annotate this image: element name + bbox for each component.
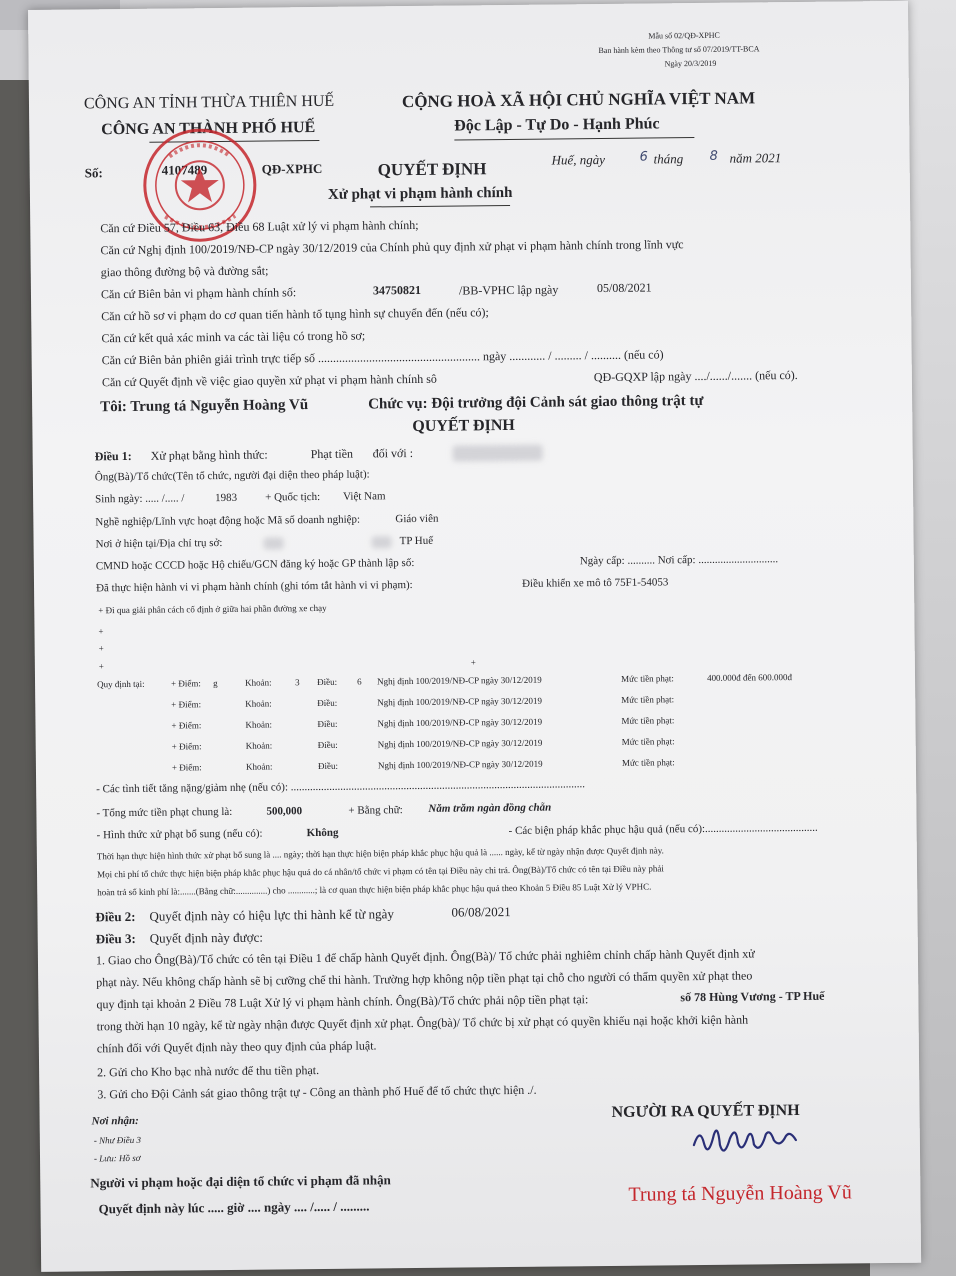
subtitle: Xử phạt vi phạm hành chính (327, 184, 513, 203)
reg-khoan-label: Khoản: (245, 677, 272, 688)
reg-dieu-label: Điều: (317, 760, 338, 772)
officer-name: Tôi: Trung tá Nguyễn Hoàng Vũ (100, 397, 309, 416)
article3-p1e: chính đối với Quyết định này theo quy định của pháp luật. (96, 1038, 377, 1056)
violation-1: + Đi qua giải phân cách cố định ở giữa hai phần đường xe chạy (98, 602, 327, 616)
basis-7-suffix: QĐ-GQXP lập ngày ..../....../....... (nếu có). (593, 367, 798, 385)
reg-khoan: 3 (295, 677, 300, 688)
decision-heading: QUYẾT ĐỊNH (412, 416, 515, 435)
reg-khoan-label: Khoản: (245, 740, 273, 751)
violation-2: + (98, 626, 104, 637)
redacted-address-1 (264, 537, 284, 549)
pay-place: số 78 Hùng Vương - TP Huế (680, 988, 825, 1005)
reg-khoan-label: Khoản: (245, 698, 272, 709)
address-label: Nơi ở hiện tại/Địa chỉ trụ sở: (95, 536, 223, 551)
so-suffix: QĐ-XPHC (261, 160, 323, 177)
violation-3: + (98, 643, 104, 654)
signer-title: NGƯỜI RA QUYẾT ĐỊNH (611, 1101, 800, 1121)
reg-nd: Nghị định 100/2019/NĐ-CP ngày 30/12/2019 (377, 758, 543, 771)
day: 6 (639, 149, 648, 165)
place-date-prefix: Huế, ngày (551, 151, 606, 168)
article3-p1a: 1. Giao cho Ông(Bà)/Tổ chức có tên tại Điều 1 để chấp hành Quyết định. Ông(Bà)/ Tổ chức phải nghiêm chỉnh chấp hành Quyết định xử (95, 946, 755, 968)
month: 8 (709, 148, 718, 164)
reg-diem-label: + Điểm: (171, 762, 202, 773)
id-label: CMND hoặc CCCD hoặc Hộ chiếu/GCN đăng ký hoặc GP thành lập số: (95, 556, 415, 573)
basis-2: Căn cứ Nghị định 100/2019/NĐ-CP ngày 30/12/2019 của Chính phủ quy định xử phạt vi phạm hành chính trong lĩnh vực (100, 237, 684, 258)
basis-6: Căn cứ Biên bản phiên giải trình trực tiếp số ...................................................... ngày ............ / ......... / .......... (nếu có) (101, 347, 664, 368)
form-date: Ngày 20/3/2019 (664, 58, 717, 69)
nationality: Việt Nam (343, 490, 386, 503)
form-number: Mẫu số 02/QĐ-XPHC (648, 30, 720, 41)
form-issued-with: Ban hành kèm theo Thông tư số 07/2019/TT-BCA (598, 44, 760, 56)
so-label: Số: (84, 165, 103, 181)
title: QUYẾT ĐỊNH (377, 159, 487, 180)
reg-dieu: 6 (356, 676, 362, 687)
recipient-1: - Như Điều 3 (93, 1134, 142, 1146)
words-label: + Bằng chữ: (348, 804, 403, 817)
basis-5: Căn cứ kết quả xác minh va các tài liệu có trong hồ sơ; (101, 328, 366, 346)
article3-text: Quyết định này được: (149, 929, 264, 946)
reg-diem-label: + Điểm: (171, 678, 201, 689)
reg-diem-label: + Điểm: (171, 720, 202, 731)
issue-label: Ngày cấp: .......... Nơi cấp: ............................. (579, 553, 779, 568)
reg-diem: g (213, 678, 218, 689)
violation-label: Đã thực hiện hành vi vi phạm hành chính (ghi tóm tắt hành vi vi phạm): (95, 579, 413, 595)
received-line: Quyết định này lúc ..... giờ .... ngày .... /..... / ......... (98, 1198, 370, 1217)
effective-date: 06/08/2021 (451, 903, 511, 920)
reg-muc: 400.000đ đến 600.000đ (706, 672, 793, 683)
year: năm 2021 (729, 150, 782, 166)
basis-1: Căn cứ Điều 57, Điều 63, Điều 68 Luật xử lý vi phạm hành chính; (100, 217, 419, 236)
reg-muc-label: Mức tiền phạt: (621, 715, 675, 726)
article1-text: Xử phạt bằng hình thức: (150, 447, 268, 463)
dob-year: 1983 (215, 491, 238, 505)
officer-position: Chức vụ: Đội trưởng đội Cảnh sát giao thông trật tự (368, 392, 704, 413)
address-city: TP Huế (399, 534, 434, 548)
dob-label: Sinh ngày: ..... /..... / (95, 492, 185, 506)
month-label: tháng (653, 151, 684, 167)
reg-khoan-label: Khoản: (245, 761, 273, 772)
article3-p1b: phạt này. Nếu không chấp hành sẽ bị cưỡng chế thi hành. Trường hợp không nộp tiền phạt tại chỗ cho người có thẩm quyền xử phạt theo (96, 968, 753, 990)
reg-nd: Nghị định 100/2019/NĐ-CP ngày 30/12/2019 (377, 737, 543, 750)
reg-dieu-label: Điều: (317, 718, 338, 730)
handwritten-signature (690, 1114, 811, 1165)
signer-name: Trung tá Nguyễn Hoàng Vũ (628, 1181, 852, 1206)
reg-dieu-label: Điều: (317, 739, 338, 751)
motto-underline (454, 137, 694, 141)
agency-name: CÔNG AN THÀNH PHỐ HUẾ (101, 118, 316, 139)
basis-4: Căn cứ hồ sơ vi phạm do cơ quan tiến hành tố tụng hình sự chuyển đến (nếu có); (101, 305, 489, 324)
redacted-address-2 (372, 536, 392, 548)
record-date: 05/08/2021 (596, 280, 652, 296)
vehicle: Điều khiển xe mô tô 75F1-54053 (521, 576, 669, 590)
person-label: Ông(Bà)/Tổ chức(Tên tổ chức, người đại diện theo pháp luật): (94, 468, 370, 484)
reg-dieu-label: Điều: (317, 676, 338, 688)
reg-label: Quy định tại: (97, 678, 145, 690)
subtitle-underline (370, 205, 510, 207)
agency-parent: CÔNG AN TỈNH THỪA THIÊN HUẾ (83, 92, 335, 113)
total-label: - Tổng mức tiền phạt chung là: (96, 805, 233, 820)
additional-label: - Hình thức xử phạt bổ sung (nếu có): (96, 827, 263, 842)
article1-label: Điều 1: (94, 448, 132, 464)
article3-p3: 3. Gửi cho Đội Cảnh sát giao thông trật tự - Công an thành phố Huế để tổ chức thực hiện ./. (97, 1082, 537, 1102)
recipient-2: - Lưu: Hồ sơ (93, 1152, 141, 1164)
note-1: Thời hạn thực hiện hình thức xử phạt bổ sung là .... ngày; thời hạn thực hiện biện pháp khắc phục hậu quả là ...... ngày, kể từ ngày nhận được Quyết định này. (96, 845, 664, 862)
motto: Độc Lập - Tự Do - Hạnh Phúc (454, 115, 660, 135)
reg-muc-label: Mức tiền phạt: (621, 736, 675, 747)
reg-muc-label: Mức tiền phạt: (621, 757, 675, 768)
reg-muc-label: Mức tiền phạt: (620, 673, 674, 684)
aggravating: - Các tình tiết tăng nặng/giảm nhẹ (nếu có): ........................................................................................................... (96, 778, 586, 796)
total-amount: 500,000 (266, 805, 303, 818)
country-name: CỘNG HOÀ XÃ HỘI CHỦ NGHĨA VIỆT NAM (401, 88, 756, 112)
so-number: 4107489 (161, 162, 208, 178)
reg-nd: Nghị định 100/2019/NĐ-CP ngày 30/12/2019 (377, 695, 542, 708)
article3-p1d: trong thời hạn 10 ngày, kể từ ngày nhận được Quyết định xử phạt. Ông(bà)/ Tổ chức bị xử phạt có quyền khiếu nại hoặc khởi kiện hành (96, 1012, 749, 1034)
decision-document (28, 1, 921, 1272)
record-suffix: /BB-VPHC lập ngày (458, 282, 559, 298)
note-3: hoàn trả số kinh phí là:.......(Bằng chữ:..............) cho ............; là cơ quan thực hiện biện pháp khắc phục hậu quả theo Khoản 5 Điều 85 Luật Xử lý VPHC. (97, 881, 652, 898)
reg-nd: Nghị định 100/2019/NĐ-CP ngày 30/12/2019 (377, 716, 543, 729)
recipients-label: Nơi nhận: (91, 1114, 139, 1128)
remedy: - Các biện pháp khắc phục hậu quả (nếu có):......................................... (508, 821, 818, 838)
penalty-form: Phạt tiền (310, 446, 354, 462)
article3-label: Điều 3: (95, 930, 136, 947)
reg-diem-label: + Điểm: (171, 741, 202, 752)
occupation: Giáo viên (395, 512, 439, 526)
redacted-name (453, 445, 543, 462)
violator-label: Người vi phạm hoặc đại diện tổ chức vi phạm đã nhận (90, 1172, 391, 1191)
basis-2b: giao thông đường bộ và đường sắt; (100, 263, 269, 280)
amount-in-words: Năm trăm ngàn đồng chẵn (428, 801, 552, 815)
reg-nd: Nghị định 100/2019/NĐ-CP ngày 30/12/2019 (376, 674, 542, 687)
reg-muc-label: Mức tiền phạt: (621, 694, 675, 705)
article2-text: Quyết định này có hiệu lực thi hành kể từ ngày (149, 906, 394, 924)
reg-diem-label: + Điểm: (171, 699, 202, 710)
nationality-label: + Quốc tịch: (265, 490, 321, 504)
reg-khoan-label: Khoản: (245, 719, 273, 730)
reg-dieu-label: Điều: (317, 697, 338, 709)
basis-3-label: Căn cứ Biên bản vi phạm hành chính số: (100, 285, 297, 302)
article3-p2: 2. Gửi cho Kho bạc nhà nước để thu tiền phạt. (97, 1063, 320, 1080)
basis-7: Căn cứ Quyết định về việc giao quyền xử phạt vi phạm hành chính sô (101, 371, 437, 390)
violation-4: + (98, 661, 105, 672)
article3-p1c: quy định tại khoản 2 Điều 78 Luật Xử lý vi phạm hành chính. Ông(Bà)/Tổ chức phải nộp tiền phạt tại: (96, 992, 589, 1012)
occupation-label: Nghề nghiệp/Lĩnh vực hoạt động hoặc Mã số doanh nghiệp: (95, 513, 361, 529)
doi-voi: đối với : (372, 445, 414, 461)
article2-label: Điều 2: (95, 908, 136, 925)
additional-value: Không (306, 826, 339, 840)
violation-plus: + (470, 657, 476, 668)
record-number: 34750821 (372, 282, 422, 298)
note-2: Mọi chi phí tổ chức thực hiện biện pháp khắc phục hậu quả do cá nhân/tổ chức vi phạm có tên tại Điều này chi trả. Ông(Bà)/Tổ chức có tên tại Điều này phải (97, 863, 664, 880)
